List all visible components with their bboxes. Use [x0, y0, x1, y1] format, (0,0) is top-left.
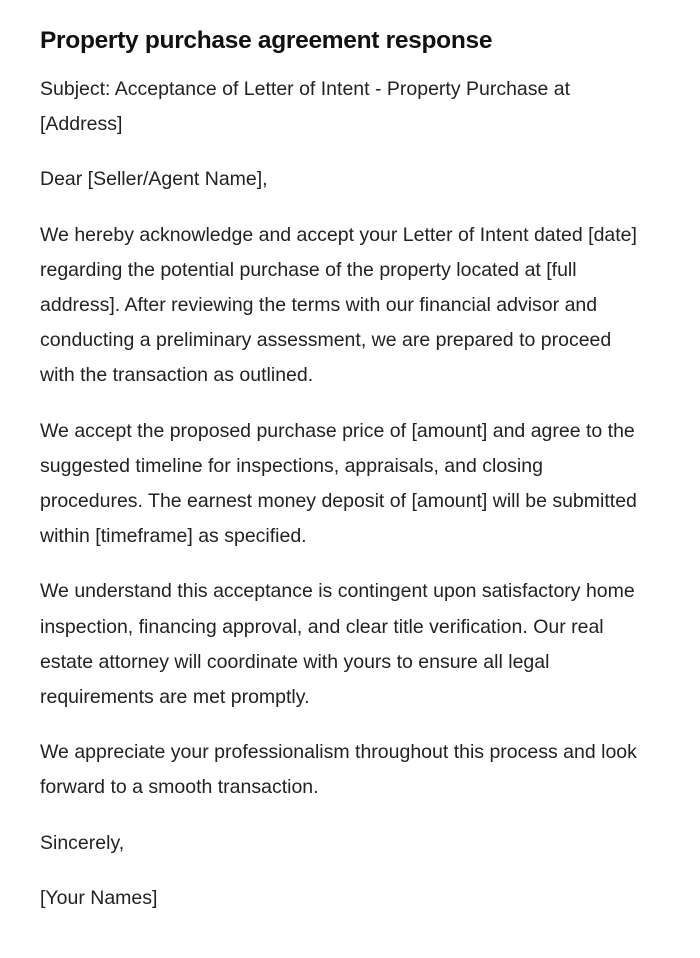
closing: Sincerely, — [40, 831, 125, 854]
body-paragraph-2: We accept the proposed purchase price of [amount] and agree to the suggested timeline for inspections, appraisals, and closing procedures. The earnest money deposit of [amount] will be submitted within [timeframe] as specified. — [40, 419, 637, 548]
salutation: Dear [Seller/Agent Name], — [40, 168, 268, 191]
document-title: Property purchase agreement response — [40, 27, 493, 54]
subject-line: Subject: Acceptance of Letter of Intent - Property Purchase at [Address] — [40, 78, 571, 136]
signature: [Your Names] — [40, 886, 158, 909]
letter-document — [40, 24, 645, 936]
body-paragraph-3: We understand this acceptance is contingent upon satisfactory home inspection, financing approval, and clear title verification. Our real estate attorney will coordinate with yours to ensure all legal requirements are met promptly. — [40, 580, 635, 709]
body-paragraph-4: We appreciate your professionalism throughout this process and look forward to a smooth transaction. — [40, 741, 637, 799]
body-paragraph-1: We hereby acknowledge and accept your Letter of Intent dated [date] regarding the potential purchase of the property located at [full address]. After reviewing the terms with our financial advisor and conducting a preliminary assessment, we are prepared to proceed with the transaction as outlined. — [40, 223, 637, 387]
